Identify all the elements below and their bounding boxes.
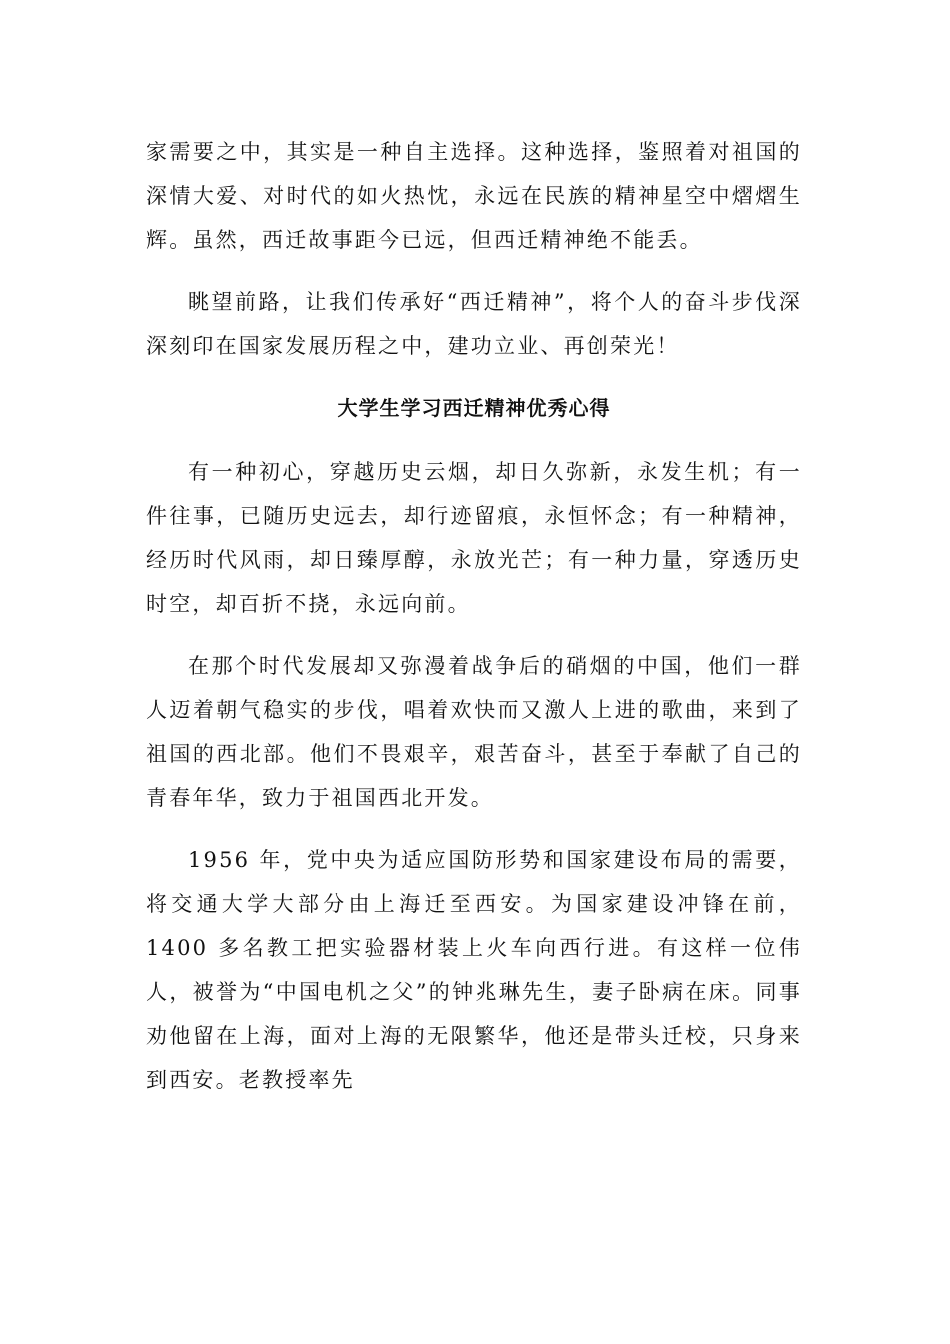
section-title: 大学生学习西迁精神优秀心得 <box>337 396 611 420</box>
document-body <box>146 130 802 1120</box>
paragraph-intro: 有一种初心，穿越历史云烟，却日久弥新，永发生机；有一件往事，已随历史远去，却行迹留痕，永恒怀念；有一种精神，经历时代风雨，却日臻厚醇，永放光芒；有一种力量，穿透历史时空，却百折不挠，永远向前。 <box>146 460 802 616</box>
paragraph-history: 在那个时代发展却又弥漫着战争后的硝烟的中国，他们一群人迈着朝气稳实的步伐，唱着欢快而又激人上进的歌曲，来到了祖国的西北部。他们不畏艰辛，艰苦奋斗，甚至于奉献了自己的青春年华，致力于祖国西北开发。 <box>146 654 802 810</box>
paragraph-continuation: 家需要之中，其实是一种自主选择。这种选择，鉴照着对祖国的深情大爱、对时代的如火热忱，永远在民族的精神星空中熠熠生辉。虽然，西迁故事距今已远，但西迁精神绝不能丢。 <box>146 140 802 252</box>
paragraph-closing: 眺望前路，让我们传承好“西迁精神”，将个人的奋斗步伐深深刻印在国家发展历程之中，建功立业、再创荣光！ <box>146 290 802 358</box>
paragraph-1956: 1956 年，党中央为适应国防形势和国家建设布局的需要，将交通大学大部分由上海迁至西安。为国家建设冲锋在前，1400 多名教工把实验器材装上火车向西行进。有这样一位伟人，被誉为“中国电机之父”的钟兆琳先生，妻子卧病在床。同事劝他留在上海，面对上海的无限繁华，他还是带头迁校，只身来到西安。老教授率先 <box>146 848 802 1092</box>
